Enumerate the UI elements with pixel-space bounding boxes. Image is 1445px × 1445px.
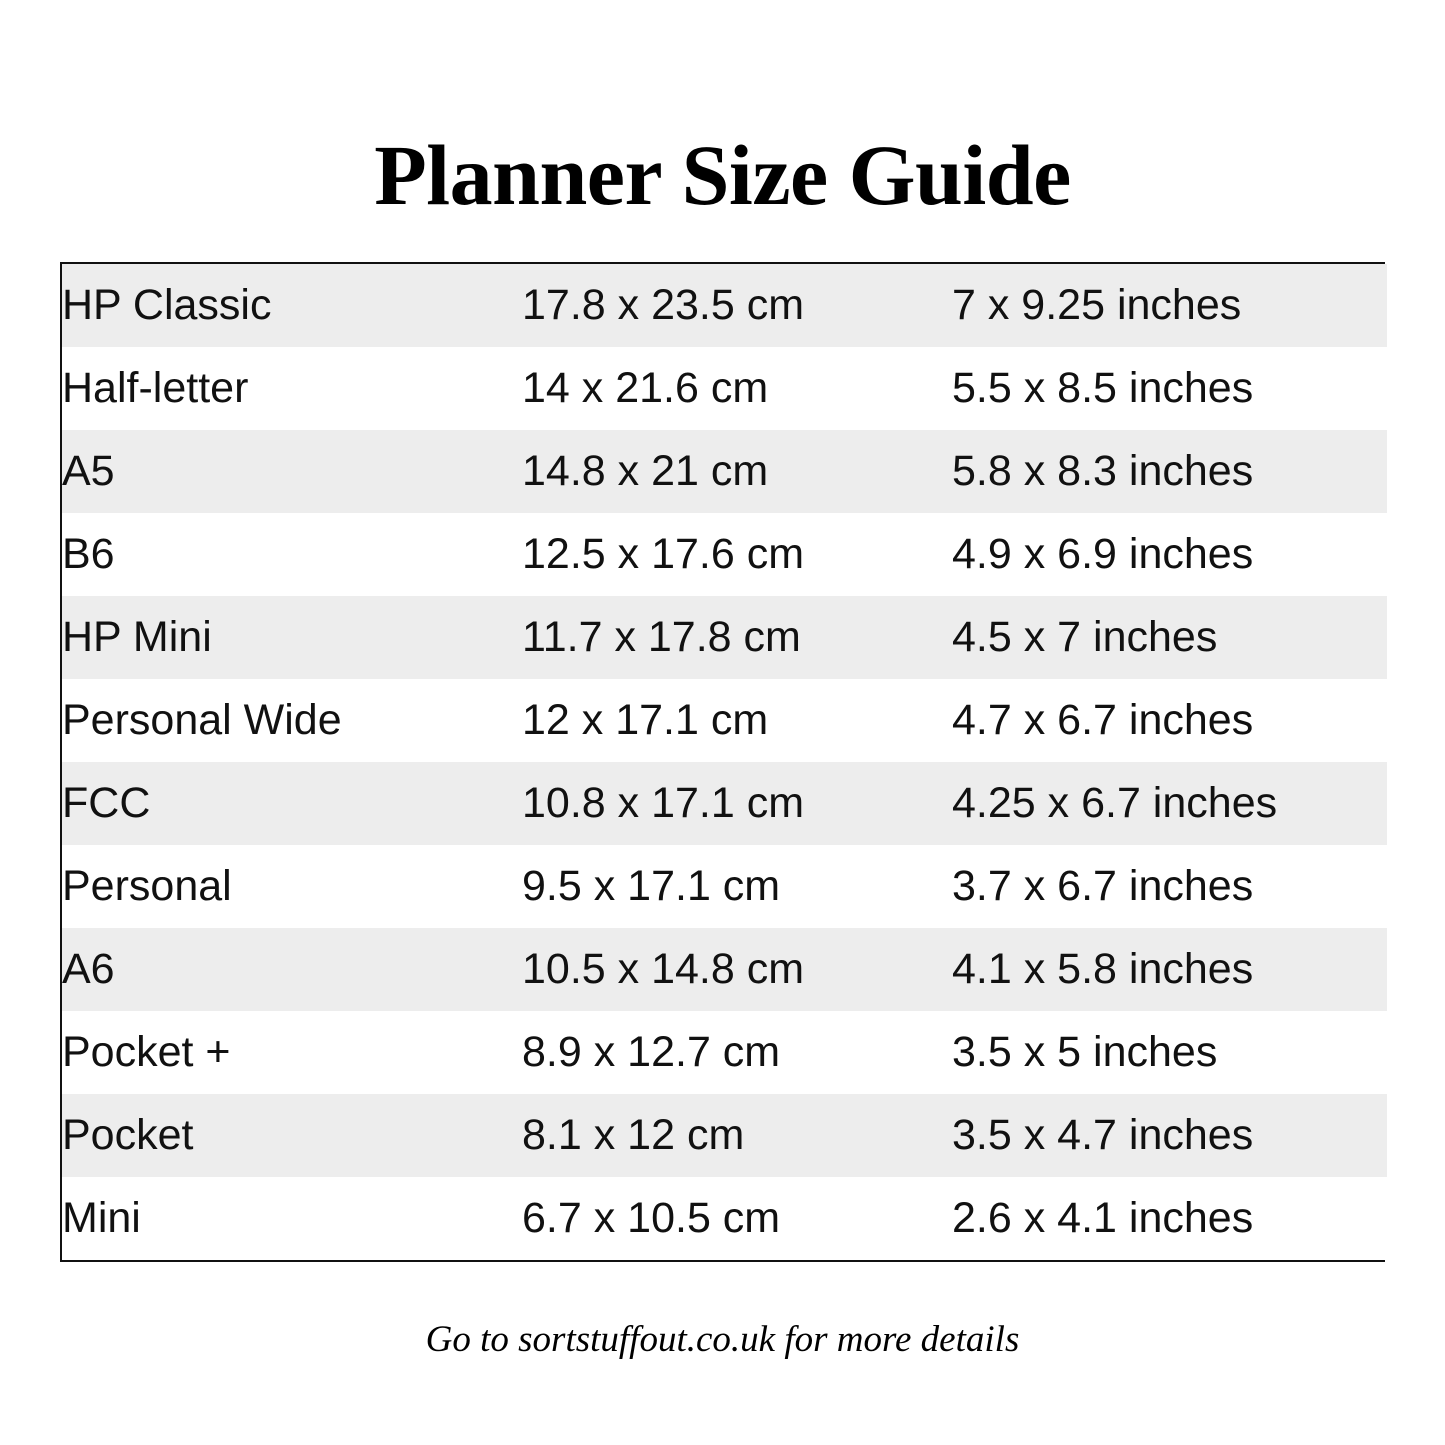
row-size-inches: 2.6 x 4.1 inches — [952, 1177, 1387, 1260]
row-size-inches: 4.5 x 7 inches — [952, 596, 1387, 679]
table-row — [62, 430, 1387, 513]
planner-size-table — [62, 264, 1387, 1260]
table-row — [62, 1094, 1387, 1177]
row-size-inches: 4.1 x 5.8 inches — [952, 928, 1387, 1011]
table-row — [62, 679, 1387, 762]
row-size-cm: 14 x 21.6 cm — [522, 347, 952, 430]
row-planner-name: A6 — [62, 928, 522, 1011]
row-size-cm: 12.5 x 17.6 cm — [522, 513, 952, 596]
row-planner-name: Half-letter — [62, 347, 522, 430]
row-planner-name: FCC — [62, 762, 522, 845]
row-size-inches: 4.9 x 6.9 inches — [952, 513, 1387, 596]
table-row — [62, 264, 1387, 347]
row-planner-name: Pocket + — [62, 1011, 522, 1094]
row-size-cm: 10.5 x 14.8 cm — [522, 928, 952, 1011]
table-row — [62, 1177, 1387, 1260]
row-planner-name: Personal Wide — [62, 679, 522, 762]
table-row — [62, 928, 1387, 1011]
size-table-container — [60, 262, 1385, 1262]
row-size-cm: 10.8 x 17.1 cm — [522, 762, 952, 845]
row-size-cm: 8.1 x 12 cm — [522, 1094, 952, 1177]
row-size-cm: 9.5 x 17.1 cm — [522, 845, 952, 928]
row-planner-name: A5 — [62, 430, 522, 513]
row-size-cm: 8.9 x 12.7 cm — [522, 1011, 952, 1094]
row-planner-name: Pocket — [62, 1094, 522, 1177]
table-row — [62, 762, 1387, 845]
table-row — [62, 845, 1387, 928]
row-planner-name: B6 — [62, 513, 522, 596]
row-size-inches: 3.5 x 5 inches — [952, 1011, 1387, 1094]
row-planner-name: Personal — [62, 845, 522, 928]
row-size-inches: 4.25 x 6.7 inches — [952, 762, 1387, 845]
table-row — [62, 513, 1387, 596]
row-size-cm: 14.8 x 21 cm — [522, 430, 952, 513]
table-row — [62, 347, 1387, 430]
row-size-cm: 6.7 x 10.5 cm — [522, 1177, 952, 1260]
table-row — [62, 596, 1387, 679]
row-planner-name: HP Mini — [62, 596, 522, 679]
page-title: Planner Size Guide — [374, 127, 1071, 223]
row-size-inches: 3.7 x 6.7 inches — [952, 845, 1387, 928]
row-size-inches: 4.7 x 6.7 inches — [952, 679, 1387, 762]
row-size-cm: 12 x 17.1 cm — [522, 679, 952, 762]
row-planner-name: HP Classic — [62, 264, 522, 347]
row-size-inches: 5.8 x 8.3 inches — [952, 430, 1387, 513]
footer-note: Go to sortstuffout.co.uk for more details — [425, 1319, 1020, 1360]
row-size-cm: 17.8 x 23.5 cm — [522, 264, 952, 347]
size-table-body — [62, 264, 1387, 1260]
row-size-inches: 7 x 9.25 inches — [952, 264, 1387, 347]
row-planner-name: Mini — [62, 1177, 522, 1260]
row-size-inches: 3.5 x 4.7 inches — [952, 1094, 1387, 1177]
row-size-inches: 5.5 x 8.5 inches — [952, 347, 1387, 430]
row-size-cm: 11.7 x 17.8 cm — [522, 596, 952, 679]
table-row — [62, 1011, 1387, 1094]
